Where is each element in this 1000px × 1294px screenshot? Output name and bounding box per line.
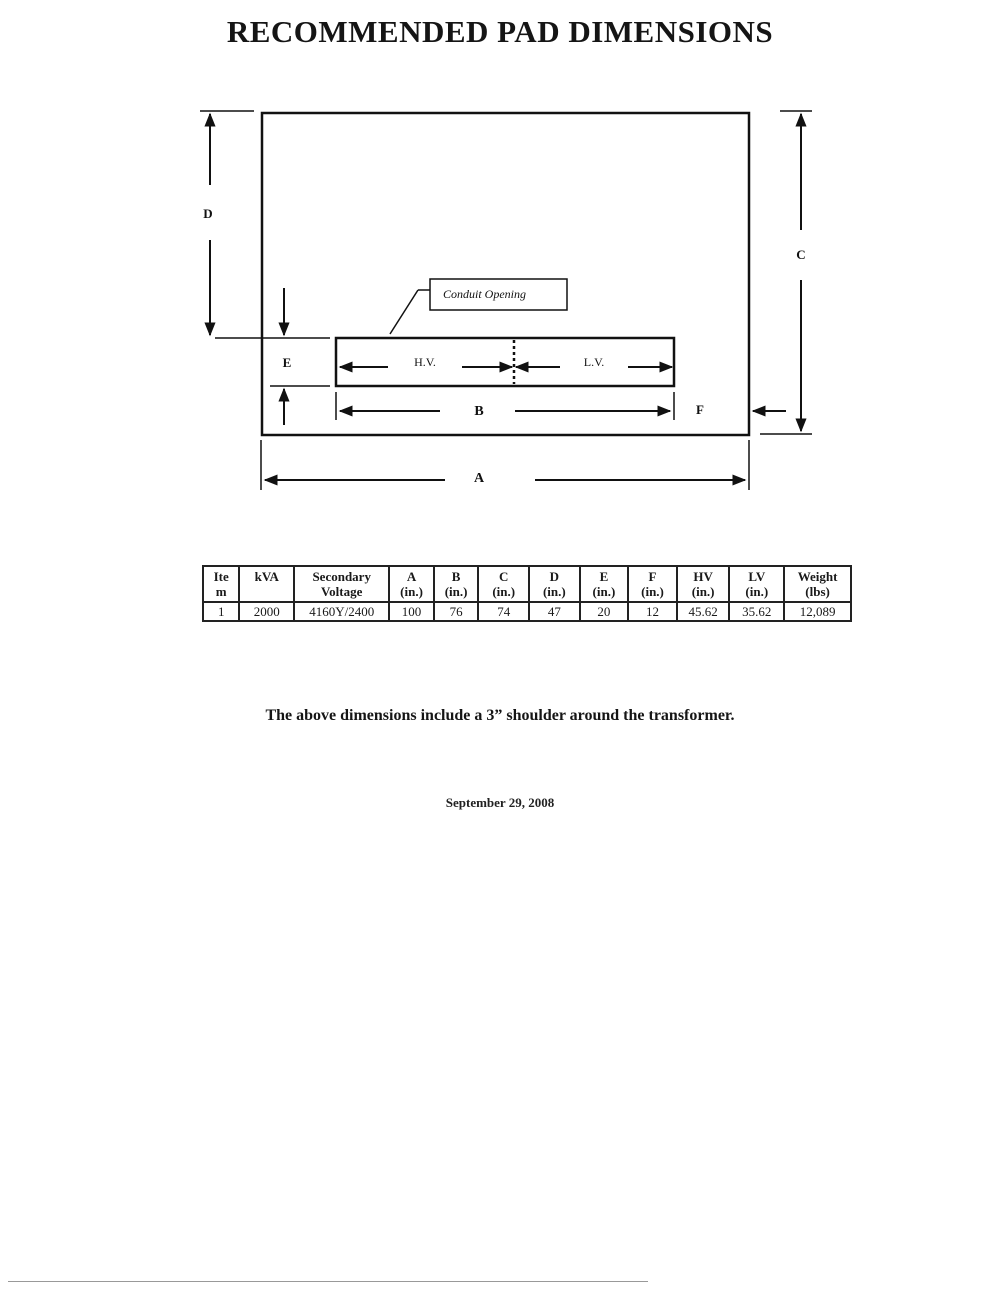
header-d: D (in.)	[529, 566, 580, 602]
c-label: C	[796, 247, 806, 262]
pad-dimension-diagram	[0, 0, 1000, 520]
cell-e: 20	[580, 602, 629, 621]
header-a: A (in.)	[389, 566, 434, 602]
lv-label: L.V.	[583, 355, 605, 369]
document-date: September 29, 2008	[445, 795, 555, 810]
header-b: B (in.)	[434, 566, 479, 602]
d-label: D	[203, 206, 213, 221]
header-weight: Weight (lbs)	[784, 566, 851, 602]
cell-d: 47	[529, 602, 580, 621]
cell-kva: 2000	[239, 602, 294, 621]
table-row	[203, 602, 851, 621]
cell-weight: 12,089	[784, 602, 851, 621]
header-hv: HV (in.)	[677, 566, 730, 602]
table-header-row	[203, 566, 851, 602]
shoulder-note: The above dimensions include a 3” shoulder around the transformer.	[265, 707, 735, 724]
cell-c: 74	[478, 602, 529, 621]
cell-lv: 35.62	[729, 602, 784, 621]
cell-item: 1	[203, 602, 239, 621]
b-label: B	[474, 404, 484, 419]
header-secondary-voltage: Secondary Voltage	[294, 566, 389, 602]
header-e: E (in.)	[580, 566, 629, 602]
header-c: C (in.)	[478, 566, 529, 602]
scan-edge-line	[8, 1281, 648, 1282]
cell-b: 76	[434, 602, 479, 621]
header-f: F (in.)	[628, 566, 677, 602]
conduit-label: Conduit Opening	[443, 287, 526, 301]
cell-secondary-voltage: 4160Y/2400	[294, 602, 389, 621]
cell-a: 100	[389, 602, 434, 621]
header-item: Ite m	[203, 566, 239, 602]
cell-hv: 45.62	[677, 602, 730, 621]
page-title: RECOMMENDED PAD DIMENSIONS	[226, 14, 774, 49]
a-label: A	[473, 471, 485, 486]
f-label: F	[696, 402, 704, 417]
conduit-leader-diagonal	[390, 290, 418, 334]
header-lv: LV (in.)	[729, 566, 784, 602]
pad-dimensions-table	[202, 565, 852, 622]
hv-label: H.V.	[414, 355, 436, 369]
e-label: E	[282, 355, 292, 370]
cell-f: 12	[628, 602, 677, 621]
conduit-opening-outline	[336, 338, 674, 386]
header-kva: kVA	[239, 566, 294, 602]
